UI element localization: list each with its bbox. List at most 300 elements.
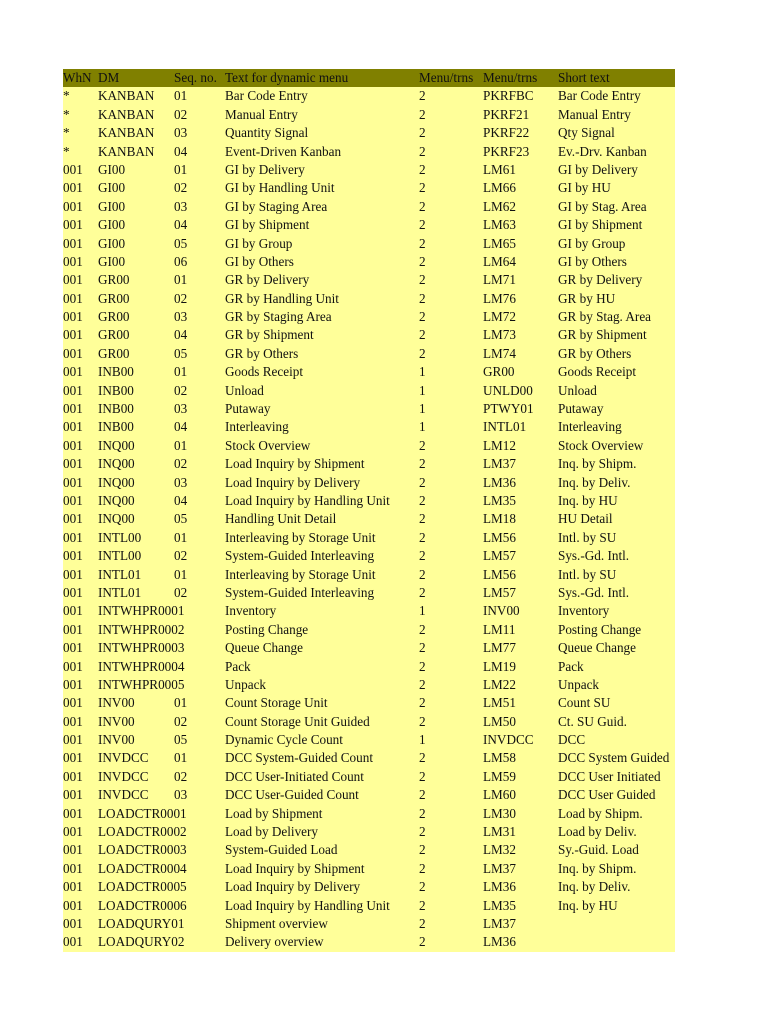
cell-short-text: Interleaving: [558, 419, 622, 435]
table-row: [63, 584, 675, 602]
cell-menu-text: GR by Staging Area: [225, 309, 332, 325]
cell-menu-type: 2: [419, 272, 426, 288]
cell-transaction: UNLD00: [483, 382, 533, 398]
cell-menu-text: Unload: [225, 382, 264, 398]
cell-menu-type: 2: [419, 327, 426, 343]
cell-transaction: LM65: [483, 235, 516, 251]
cell-whn: 001: [63, 161, 83, 177]
cell-seq-no: 03: [174, 309, 188, 325]
cell-transaction: INTL01: [483, 419, 527, 435]
cell-menu-type: 1: [419, 364, 426, 380]
cell-dm: GI00: [98, 253, 126, 269]
cell-whn: 001: [63, 566, 83, 582]
table-row: [63, 805, 675, 823]
cell-short-text: HU Detail: [558, 511, 613, 527]
cell-menu-type: 2: [419, 309, 426, 325]
cell-menu-text: GI by Others: [225, 253, 294, 269]
table-row: [63, 124, 675, 142]
cell-short-text: DCC: [558, 732, 586, 748]
cell-transaction: LM60: [483, 787, 516, 803]
cell-seq-no: 02: [174, 290, 188, 306]
cell-menu-text: Load by Shipment: [225, 805, 323, 821]
cell-seq-no: 02: [174, 382, 188, 398]
table-row: [63, 437, 675, 455]
cell-short-text: GI by Delivery: [558, 161, 638, 177]
cell-transaction: LM11: [483, 621, 516, 637]
cell-whn: 001: [63, 456, 83, 472]
cell-transaction: GR00: [483, 364, 515, 380]
cell-dm: GI00: [98, 161, 126, 177]
cell-menu-type: 2: [419, 934, 426, 950]
cell-short-text: GI by Group: [558, 235, 626, 251]
table-row: [63, 290, 675, 308]
column-header-text-for-dynamic-menu: Text for dynamic menu: [225, 70, 349, 85]
cell-menu-type: 2: [419, 842, 426, 858]
cell-transaction: LM35: [483, 897, 516, 913]
dynamic-menu-table: [63, 69, 675, 952]
cell-menu-text: Load Inquiry by Shipment: [225, 860, 365, 876]
cell-menu-type: 2: [419, 897, 426, 913]
cell-menu-type: 2: [419, 437, 426, 453]
cell-transaction: LM37: [483, 456, 516, 472]
cell-menu-type: 1: [419, 419, 426, 435]
table-row: [63, 676, 675, 694]
cell-short-text: DCC User Initiated: [558, 768, 661, 784]
table-row: [63, 326, 675, 344]
cell-dm: INB00: [98, 364, 134, 380]
cell-menu-text: DCC User-Initiated Count: [225, 768, 364, 784]
cell-menu-text: GI by Shipment: [225, 217, 310, 233]
cell-whn: 001: [63, 676, 83, 692]
cell-menu-text: Load Inquiry by Delivery: [225, 879, 361, 895]
cell-menu-type: 2: [419, 860, 426, 876]
cell-short-text: Unpack: [558, 676, 600, 692]
cell-whn: 001: [63, 584, 83, 600]
cell-menu-type: 2: [419, 824, 426, 840]
cell-dm: INV00: [98, 732, 135, 748]
cell-seq-no: 03: [174, 125, 188, 141]
cell-short-text: GR by Delivery: [558, 272, 643, 288]
cell-menu-text: Load Inquiry by Handling Unit: [225, 897, 390, 913]
cell-transaction: LM31: [483, 824, 516, 840]
table-row: [63, 786, 675, 804]
cell-short-text: Qty Signal: [558, 125, 615, 141]
column-header-dm: DM: [98, 70, 120, 85]
table-row: [63, 179, 675, 197]
cell-short-text: Ct. SU Guid.: [558, 713, 627, 729]
cell-transaction: LM66: [483, 180, 516, 196]
column-header-short-text: Short text: [558, 70, 610, 85]
cell-transaction: LM56: [483, 529, 516, 545]
cell-menu-text: Load Inquiry by Handling Unit: [225, 492, 390, 508]
cell-transaction: INV00: [483, 603, 520, 619]
cell-menu-text: GR by Delivery: [225, 272, 310, 288]
cell-short-text: Inq. by HU: [558, 492, 618, 508]
cell-seq-no: 05: [174, 345, 188, 361]
cell-whn: 001: [63, 732, 83, 748]
cell-menu-text: Load Inquiry by Shipment: [225, 456, 365, 472]
cell-transaction: LM57: [483, 548, 516, 564]
table-row: [63, 161, 675, 179]
cell-short-text: Inq. by Shipm.: [558, 860, 637, 876]
cell-menu-type: 2: [419, 217, 426, 233]
cell-short-text: Intl. by SU: [558, 566, 617, 582]
cell-short-text: Pack: [558, 658, 584, 674]
cell-dm: GI00: [98, 217, 126, 233]
cell-seq-no: 02: [174, 584, 188, 600]
cell-short-text: Load by Deliv.: [558, 824, 637, 840]
cell-short-text: GI by Shipment: [558, 217, 643, 233]
cell-menu-text: Interleaving: [225, 419, 289, 435]
column-header-menu-trns: Menu/trns: [419, 70, 474, 85]
cell-transaction: LM74: [483, 345, 516, 361]
cell-menu-type: 2: [419, 787, 426, 803]
cell-seq-no: 02: [174, 768, 188, 784]
table-row: [63, 658, 675, 676]
table-row: [63, 382, 675, 400]
cell-menu-text: System-Guided Load: [225, 842, 338, 858]
cell-seq-no: 01: [174, 161, 188, 177]
cell-short-text: Sys.-Gd. Intl.: [558, 584, 630, 600]
cell-whn: 001: [63, 787, 83, 803]
cell-dm: KANBAN: [98, 125, 155, 141]
cell-whn: *: [63, 106, 70, 122]
cell-menu-text: GI by Staging Area: [225, 198, 328, 214]
cell-transaction: LM32: [483, 842, 516, 858]
cell-menu-type: 2: [419, 125, 426, 141]
cell-menu-text: Interleaving by Storage Unit: [225, 529, 376, 545]
cell-menu-text: Handling Unit Detail: [225, 511, 337, 527]
table-row: [63, 198, 675, 216]
cell-seq-no: 02: [174, 713, 188, 729]
cell-menu-type: 2: [419, 676, 426, 692]
cell-short-text: GR by Others: [558, 345, 632, 361]
cell-seq-no: 01: [174, 695, 188, 711]
cell-whn: 001: [63, 401, 83, 417]
table-row: [63, 363, 675, 381]
cell-dm: INV00: [98, 695, 135, 711]
cell-transaction: INVDCC: [483, 732, 534, 748]
cell-transaction: LM62: [483, 198, 516, 214]
cell-transaction: LM58: [483, 750, 516, 766]
cell-seq-no: 01: [174, 750, 188, 766]
cell-seq-no: 01: [174, 272, 188, 288]
cell-menu-type: 2: [419, 915, 426, 931]
cell-seq-no: 02: [174, 180, 188, 196]
cell-seq-no: 01: [174, 88, 188, 104]
cell-dm: GI00: [98, 180, 126, 196]
cell-transaction: LM57: [483, 584, 516, 600]
cell-dm: LOADQURY01: [98, 915, 185, 931]
cell-seq-no: 01: [174, 364, 188, 380]
cell-menu-text: Load by Delivery: [225, 824, 319, 840]
cell-menu-type: 2: [419, 879, 426, 895]
cell-seq-no: 04: [174, 327, 188, 343]
cell-short-text: GI by Stag. Area: [558, 198, 647, 214]
cell-dm: INB00: [98, 382, 134, 398]
cell-dm: INVDCC: [98, 750, 149, 766]
cell-menu-text: GR by Shipment: [225, 327, 314, 343]
cell-menu-text: Putaway: [225, 401, 271, 417]
cell-whn: 001: [63, 272, 83, 288]
cell-menu-text: Unpack: [225, 676, 267, 692]
cell-transaction: LM51: [483, 695, 516, 711]
table-row: [63, 143, 675, 161]
cell-whn: 001: [63, 327, 83, 343]
cell-transaction: LM63: [483, 217, 516, 233]
cell-short-text: Inq. by Deliv.: [558, 879, 631, 895]
cell-dm: INV00: [98, 713, 135, 729]
cell-menu-text: Delivery overview: [225, 934, 324, 950]
cell-whn: 001: [63, 897, 83, 913]
cell-whn: 001: [63, 824, 83, 840]
cell-menu-type: 2: [419, 88, 426, 104]
cell-dm: INVDCC: [98, 787, 149, 803]
cell-menu-text: GR by Handling Unit: [225, 290, 339, 306]
table-row: [63, 713, 675, 731]
cell-menu-type: 2: [419, 548, 426, 564]
cell-whn: *: [63, 143, 70, 159]
cell-transaction: PTWY01: [483, 401, 534, 417]
cell-menu-text: Stock Overview: [225, 437, 311, 453]
cell-whn: 001: [63, 511, 83, 527]
cell-short-text: GR by Stag. Area: [558, 309, 652, 325]
cell-menu-type: 2: [419, 345, 426, 361]
cell-whn: 001: [63, 345, 83, 361]
cell-transaction: LM35: [483, 492, 516, 508]
cell-menu-text: Manual Entry: [225, 106, 298, 122]
cell-dm: GI00: [98, 235, 126, 251]
cell-seq-no: 02: [174, 106, 188, 122]
cell-dm: INTL01: [98, 566, 142, 582]
cell-short-text: Unload: [558, 382, 597, 398]
cell-short-text: Queue Change: [558, 640, 636, 656]
cell-transaction: PKRF22: [483, 125, 530, 141]
cell-dm: INVDCC: [98, 768, 149, 784]
cell-dm: INQ00: [98, 474, 135, 490]
cell-menu-type: 2: [419, 768, 426, 784]
cell-menu-type: 2: [419, 805, 426, 821]
cell-menu-type: 2: [419, 161, 426, 177]
cell-dm: INTL00: [98, 529, 142, 545]
cell-transaction: LM77: [483, 640, 516, 656]
table-row: [63, 400, 675, 418]
cell-transaction: PKRF23: [483, 143, 530, 159]
cell-dm: INQ00: [98, 437, 135, 453]
table-row: [63, 878, 675, 896]
cell-dm: LOADQURY02: [98, 934, 185, 950]
cell-whn: 001: [63, 437, 83, 453]
cell-menu-text: GI by Handling Unit: [225, 180, 335, 196]
cell-dm: LOADCTR0002: [98, 824, 187, 840]
cell-menu-type: 1: [419, 401, 426, 417]
cell-whn: 001: [63, 364, 83, 380]
column-header-menu-trns-code: Menu/trns: [483, 70, 538, 85]
cell-short-text: Ev.-Drv. Kanban: [558, 143, 647, 159]
cell-seq-no: 01: [174, 437, 188, 453]
cell-short-text: Stock Overview: [558, 437, 644, 453]
cell-dm: INB00: [98, 401, 134, 417]
cell-whn: 001: [63, 474, 83, 490]
cell-seq-no: 03: [174, 401, 188, 417]
cell-menu-text: Queue Change: [225, 640, 303, 656]
cell-menu-type: 2: [419, 456, 426, 472]
cell-dm: KANBAN: [98, 106, 155, 122]
table-header-row: [63, 69, 675, 87]
cell-whn: 001: [63, 750, 83, 766]
cell-menu-text: Shipment overview: [225, 915, 328, 931]
cell-short-text: GI by Others: [558, 253, 627, 269]
cell-dm: INTWHPR0002: [98, 621, 185, 637]
cell-whn: 001: [63, 235, 83, 251]
cell-short-text: Sys.-Gd. Intl.: [558, 548, 630, 564]
cell-whn: 001: [63, 529, 83, 545]
cell-transaction: LM59: [483, 768, 516, 784]
cell-whn: 001: [63, 198, 83, 214]
cell-dm: INTL01: [98, 584, 142, 600]
cell-whn: 001: [63, 603, 83, 619]
cell-short-text: Goods Receipt: [558, 364, 637, 380]
cell-menu-text: Load Inquiry by Delivery: [225, 474, 361, 490]
cell-short-text: GR by Shipment: [558, 327, 647, 343]
cell-dm: INQ00: [98, 492, 135, 508]
column-header-whn: WhN: [63, 70, 92, 85]
cell-seq-no: 02: [174, 548, 188, 564]
cell-dm: INTL00: [98, 548, 142, 564]
cell-menu-type: 2: [419, 750, 426, 766]
table-row: [63, 474, 675, 492]
cell-short-text: DCC User Guided: [558, 787, 656, 803]
cell-menu-text: System-Guided Interleaving: [225, 548, 375, 564]
cell-whn: *: [63, 88, 70, 104]
cell-seq-no: 04: [174, 492, 188, 508]
cell-whn: 001: [63, 768, 83, 784]
cell-menu-text: Count Storage Unit: [225, 695, 328, 711]
cell-whn: 001: [63, 879, 83, 895]
table-row: [63, 933, 675, 951]
cell-whn: 001: [63, 492, 83, 508]
cell-short-text: Load by Shipm.: [558, 805, 643, 821]
cell-seq-no: 01: [174, 566, 188, 582]
cell-menu-type: 2: [419, 640, 426, 656]
cell-dm: GR00: [98, 290, 130, 306]
table-row: [63, 216, 675, 234]
table-row: [63, 510, 675, 528]
table-row: [63, 860, 675, 878]
table-row: [63, 749, 675, 767]
cell-short-text: Putaway: [558, 401, 604, 417]
cell-dm: INTWHPR0005: [98, 676, 185, 692]
cell-menu-text: Dynamic Cycle Count: [225, 732, 343, 748]
cell-whn: 001: [63, 805, 83, 821]
cell-short-text: Bar Code Entry: [558, 88, 641, 104]
cell-menu-text: Event-Driven Kanban: [225, 143, 342, 159]
cell-transaction: LM50: [483, 713, 516, 729]
cell-menu-text: Quantity Signal: [225, 125, 309, 141]
cell-seq-no: 05: [174, 732, 188, 748]
cell-whn: 001: [63, 419, 83, 435]
cell-seq-no: 04: [174, 419, 188, 435]
cell-menu-type: 2: [419, 106, 426, 122]
cell-seq-no: 01: [174, 529, 188, 545]
cell-menu-type: 2: [419, 290, 426, 306]
cell-whn: 001: [63, 860, 83, 876]
table-row: [63, 345, 675, 363]
cell-whn: 001: [63, 253, 83, 269]
cell-transaction: LM22: [483, 676, 516, 692]
cell-whn: 001: [63, 695, 83, 711]
cell-whn: 001: [63, 640, 83, 656]
cell-menu-type: 2: [419, 180, 426, 196]
cell-short-text: DCC System Guided: [558, 750, 670, 766]
cell-menu-text: Interleaving by Storage Unit: [225, 566, 376, 582]
table-row: [63, 841, 675, 859]
cell-dm: INTWHPR0004: [98, 658, 185, 674]
table-row: [63, 418, 675, 436]
cell-menu-text: GI by Delivery: [225, 161, 305, 177]
cell-menu-type: 2: [419, 695, 426, 711]
cell-dm: GR00: [98, 345, 130, 361]
table-row: [63, 731, 675, 749]
cell-menu-text: DCC System-Guided Count: [225, 750, 373, 766]
column-header-seq-no: Seq. no.: [174, 70, 217, 85]
cell-transaction: LM36: [483, 879, 516, 895]
cell-transaction: LM30: [483, 805, 516, 821]
table-row: [63, 106, 675, 124]
cell-seq-no: 03: [174, 474, 188, 490]
cell-transaction: LM18: [483, 511, 516, 527]
cell-transaction: PKRFBC: [483, 88, 534, 104]
cell-dm: INTWHPR0003: [98, 640, 185, 656]
cell-menu-text: Posting Change: [225, 621, 309, 637]
cell-transaction: LM71: [483, 272, 516, 288]
cell-menu-text: GR by Others: [225, 345, 299, 361]
cell-whn: 001: [63, 621, 83, 637]
cell-menu-type: 2: [419, 658, 426, 674]
cell-seq-no: 06: [174, 253, 188, 269]
cell-dm: GR00: [98, 309, 130, 325]
table-row: [63, 455, 675, 473]
cell-menu-text: Bar Code Entry: [225, 88, 308, 104]
cell-dm: LOADCTR0005: [98, 879, 187, 895]
cell-dm: KANBAN: [98, 88, 155, 104]
cell-whn: 001: [63, 713, 83, 729]
cell-dm: KANBAN: [98, 143, 155, 159]
cell-transaction: LM37: [483, 915, 516, 931]
cell-transaction: LM76: [483, 290, 516, 306]
cell-short-text: Intl. by SU: [558, 529, 617, 545]
cell-short-text: Inventory: [558, 603, 610, 619]
cell-short-text: Inq. by Deliv.: [558, 474, 631, 490]
cell-menu-type: 2: [419, 492, 426, 508]
cell-transaction: LM12: [483, 437, 516, 453]
cell-dm: LOADCTR0004: [98, 860, 187, 876]
cell-transaction: LM19: [483, 658, 516, 674]
table-row: [63, 621, 675, 639]
table-row: [63, 915, 675, 933]
cell-menu-type: 2: [419, 143, 426, 159]
cell-menu-type: 2: [419, 235, 426, 251]
cell-menu-type: 2: [419, 529, 426, 545]
table-row: [63, 694, 675, 712]
cell-whn: 001: [63, 658, 83, 674]
cell-transaction: LM36: [483, 474, 516, 490]
cell-menu-type: 1: [419, 732, 426, 748]
cell-whn: 001: [63, 180, 83, 196]
cell-transaction: LM37: [483, 860, 516, 876]
cell-short-text: Inq. by Shipm.: [558, 456, 637, 472]
cell-transaction: LM73: [483, 327, 516, 343]
